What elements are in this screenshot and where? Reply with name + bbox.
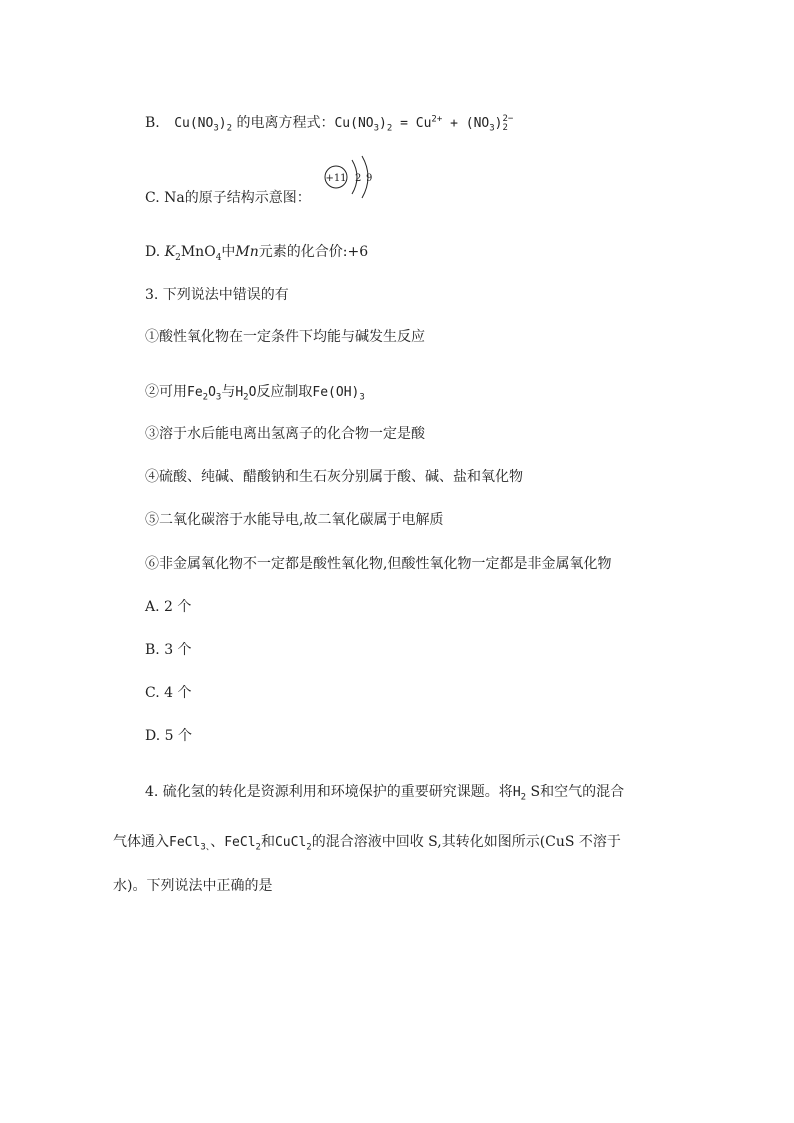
potassium-permanganate-formula: $K_2MnO_4$ [164, 244, 222, 263]
option-d-prefix: D. [145, 244, 165, 260]
q3-option-b: B. 3 个 [145, 642, 192, 658]
q3-item-6: ⑥非金属氧化物不一定都是酸性氧化物,但酸性氧化物一定都是非金属氧化物 [145, 556, 612, 572]
q3-item-3: ③溶于水后能电离出氢离子的化合物一定是酸 [145, 426, 425, 442]
q3-item-4: ④硫酸、纯碱、醋酸钠和生石灰分别属于酸、碱、盐和氧化物 [145, 469, 523, 485]
q3-item-1: ①酸性氧化物在一定条件下均能与碱发生反应 [145, 329, 425, 345]
option-b-line [145, 113, 513, 134]
shell-1-count: 2 [355, 173, 362, 184]
mn-symbol: Mn [235, 244, 259, 260]
option-c-text: C. Na的原子结构示意图： [145, 190, 311, 206]
nucleus-label: +11 [325, 173, 347, 184]
option-d-rest: 元素的化合价:+6 [258, 244, 369, 260]
q4-line-1: 4. 硫化氢的转化是资源利用和环境保护的重要研究课题。将$H_2$ S和空气的混合 [145, 784, 625, 803]
q3-option-d: D. 5 个 [145, 728, 192, 744]
ionization-equation: $Cu(NO_3)_2 = Cu^{2+} + (NO_3)$ 2− 2 [334, 113, 514, 134]
option-d-line: D. $K_2MnO_4$中Mn元素的化合价:+6 [145, 244, 369, 263]
q3-stem: 3. 下列说法中错误的有 [145, 287, 289, 303]
option-b-prefix: B. [145, 115, 160, 131]
q3-item-5: ⑤二氧化碳溶于水能导电,故二氧化碳属于电解质 [145, 512, 444, 528]
q4-line-2: 气体通入FeCl$_{3、}$、FeCl$_2$和CuCl$_2$的混合溶液中回收 S,其转化如图所示(CuS 不溶于 [113, 834, 621, 853]
option-b-text: 的电离方程式： [232, 115, 335, 131]
copper-nitrate-formula: $Cu(NO_3)_2$ [174, 116, 233, 134]
q4-line-3: 水)。下列说法中正确的是 [113, 878, 273, 894]
sodium-atom-diagram [322, 150, 382, 200]
option-c-line [145, 188, 311, 208]
q3-item-2: ②可用$Fe_2O_3$与$H_2O$反应制取$Fe(OH)_3$ [145, 384, 365, 403]
q3-option-a: A. 2 个 [145, 599, 192, 615]
q3-option-c: C. 4 个 [145, 685, 192, 701]
shell-2-count: 9 [366, 173, 373, 184]
